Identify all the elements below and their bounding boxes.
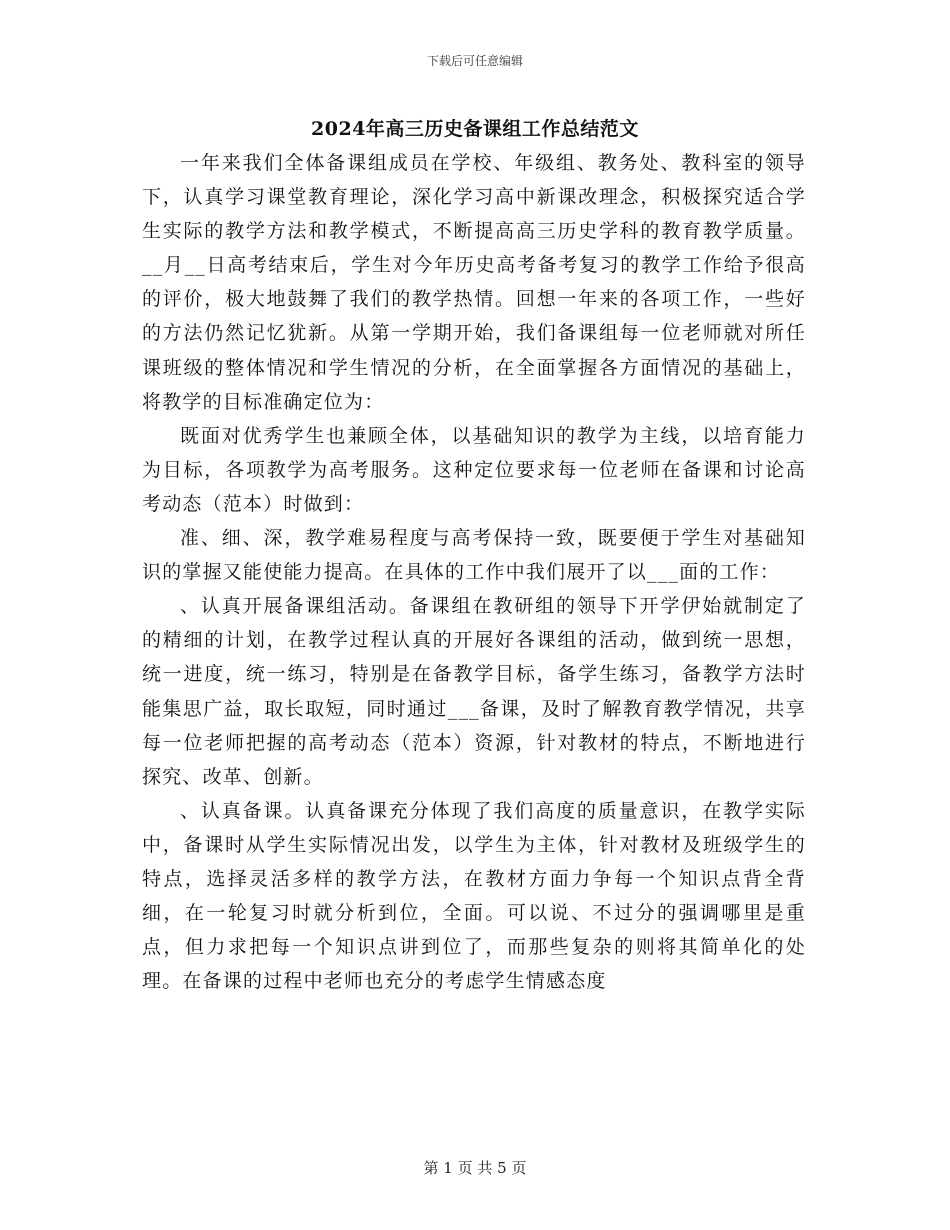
paragraph-positioning: 既面对优秀学生也兼顾全体，以基础知识的教学为主线，以培育能力为目标，各项教学为高考服务。这种定位要求每一位老师在备课和讨论高考动态（范本）时做到：: [142, 424, 806, 515]
paragraph-lesson-prep: 、认真备课。认真备课充分体现了我们高度的质量意识，在教学实际中，备课时从学生实际情况出发，以学生为主体，针对教材及班级学生的特点，选择灵活多样的教学方法，在教材方面力争每一个知识点背全背细，在一轮复习时就分析到位，全面。可以说、不过分的强调哪里是重点，但力求把每一个知识点讲到位了，而那些复杂的则将其简单化的处理。在备课的过程中老师也充分的考虑学生情感态度: [142, 799, 806, 993]
page-number-footer: 第 1 页 共 5 页: [423, 1159, 527, 1177]
document-body: [142, 146, 806, 998]
paragraph-intro: 一年来我们全体备课组成员在学校、年级组、教务处、教科室的领导下，认真学习课堂教育理论，深化学习高中新课改理念，积极探究适合学生实际的教学方法和教学模式，不断提高高三历史学科的教育教学质量。__月__日高考结束后，学生对今年历史高考备考复习的教学工作给予很高的评价，极大地鼓舞了我们的教学热情。回想一年来的各项工作，一些好的方法仍然记忆犹新。从第一学期开始，我们备课组每一位老师就对所任课班级的整体情况和学生情况的分析，在全面掌握各方面情况的基础上，将教学的目标准确定位为：: [142, 152, 806, 413]
paragraph-group-activities: 、认真开展备课组活动。备课组在教研组的领导下开学伊始就制定了的精细的计划，在教学过程认真的开展好各课组的活动，做到统一思想，统一进度，统一练习，特别是在备教学目标，备学生练习，备教学方法时能集思广益，取长取短，同时通过___备课，及时了解教育教学情况，共享每一位老师把握的高考动态（范本）资源，针对教材的特点，不断地进行探究、改革、创新。: [142, 595, 806, 788]
paragraph-requirements: 准、细、深，教学难易程度与高考保持一致，既要便于学生对基础知识的掌握又能使能力提高。在具体的工作中我们展开了以___面的工作：: [142, 527, 806, 584]
document-title: 2024年高三历史备课组工作总结范文: [311, 118, 639, 140]
page-header-note: 下载后可任意编辑: [426, 54, 523, 68]
